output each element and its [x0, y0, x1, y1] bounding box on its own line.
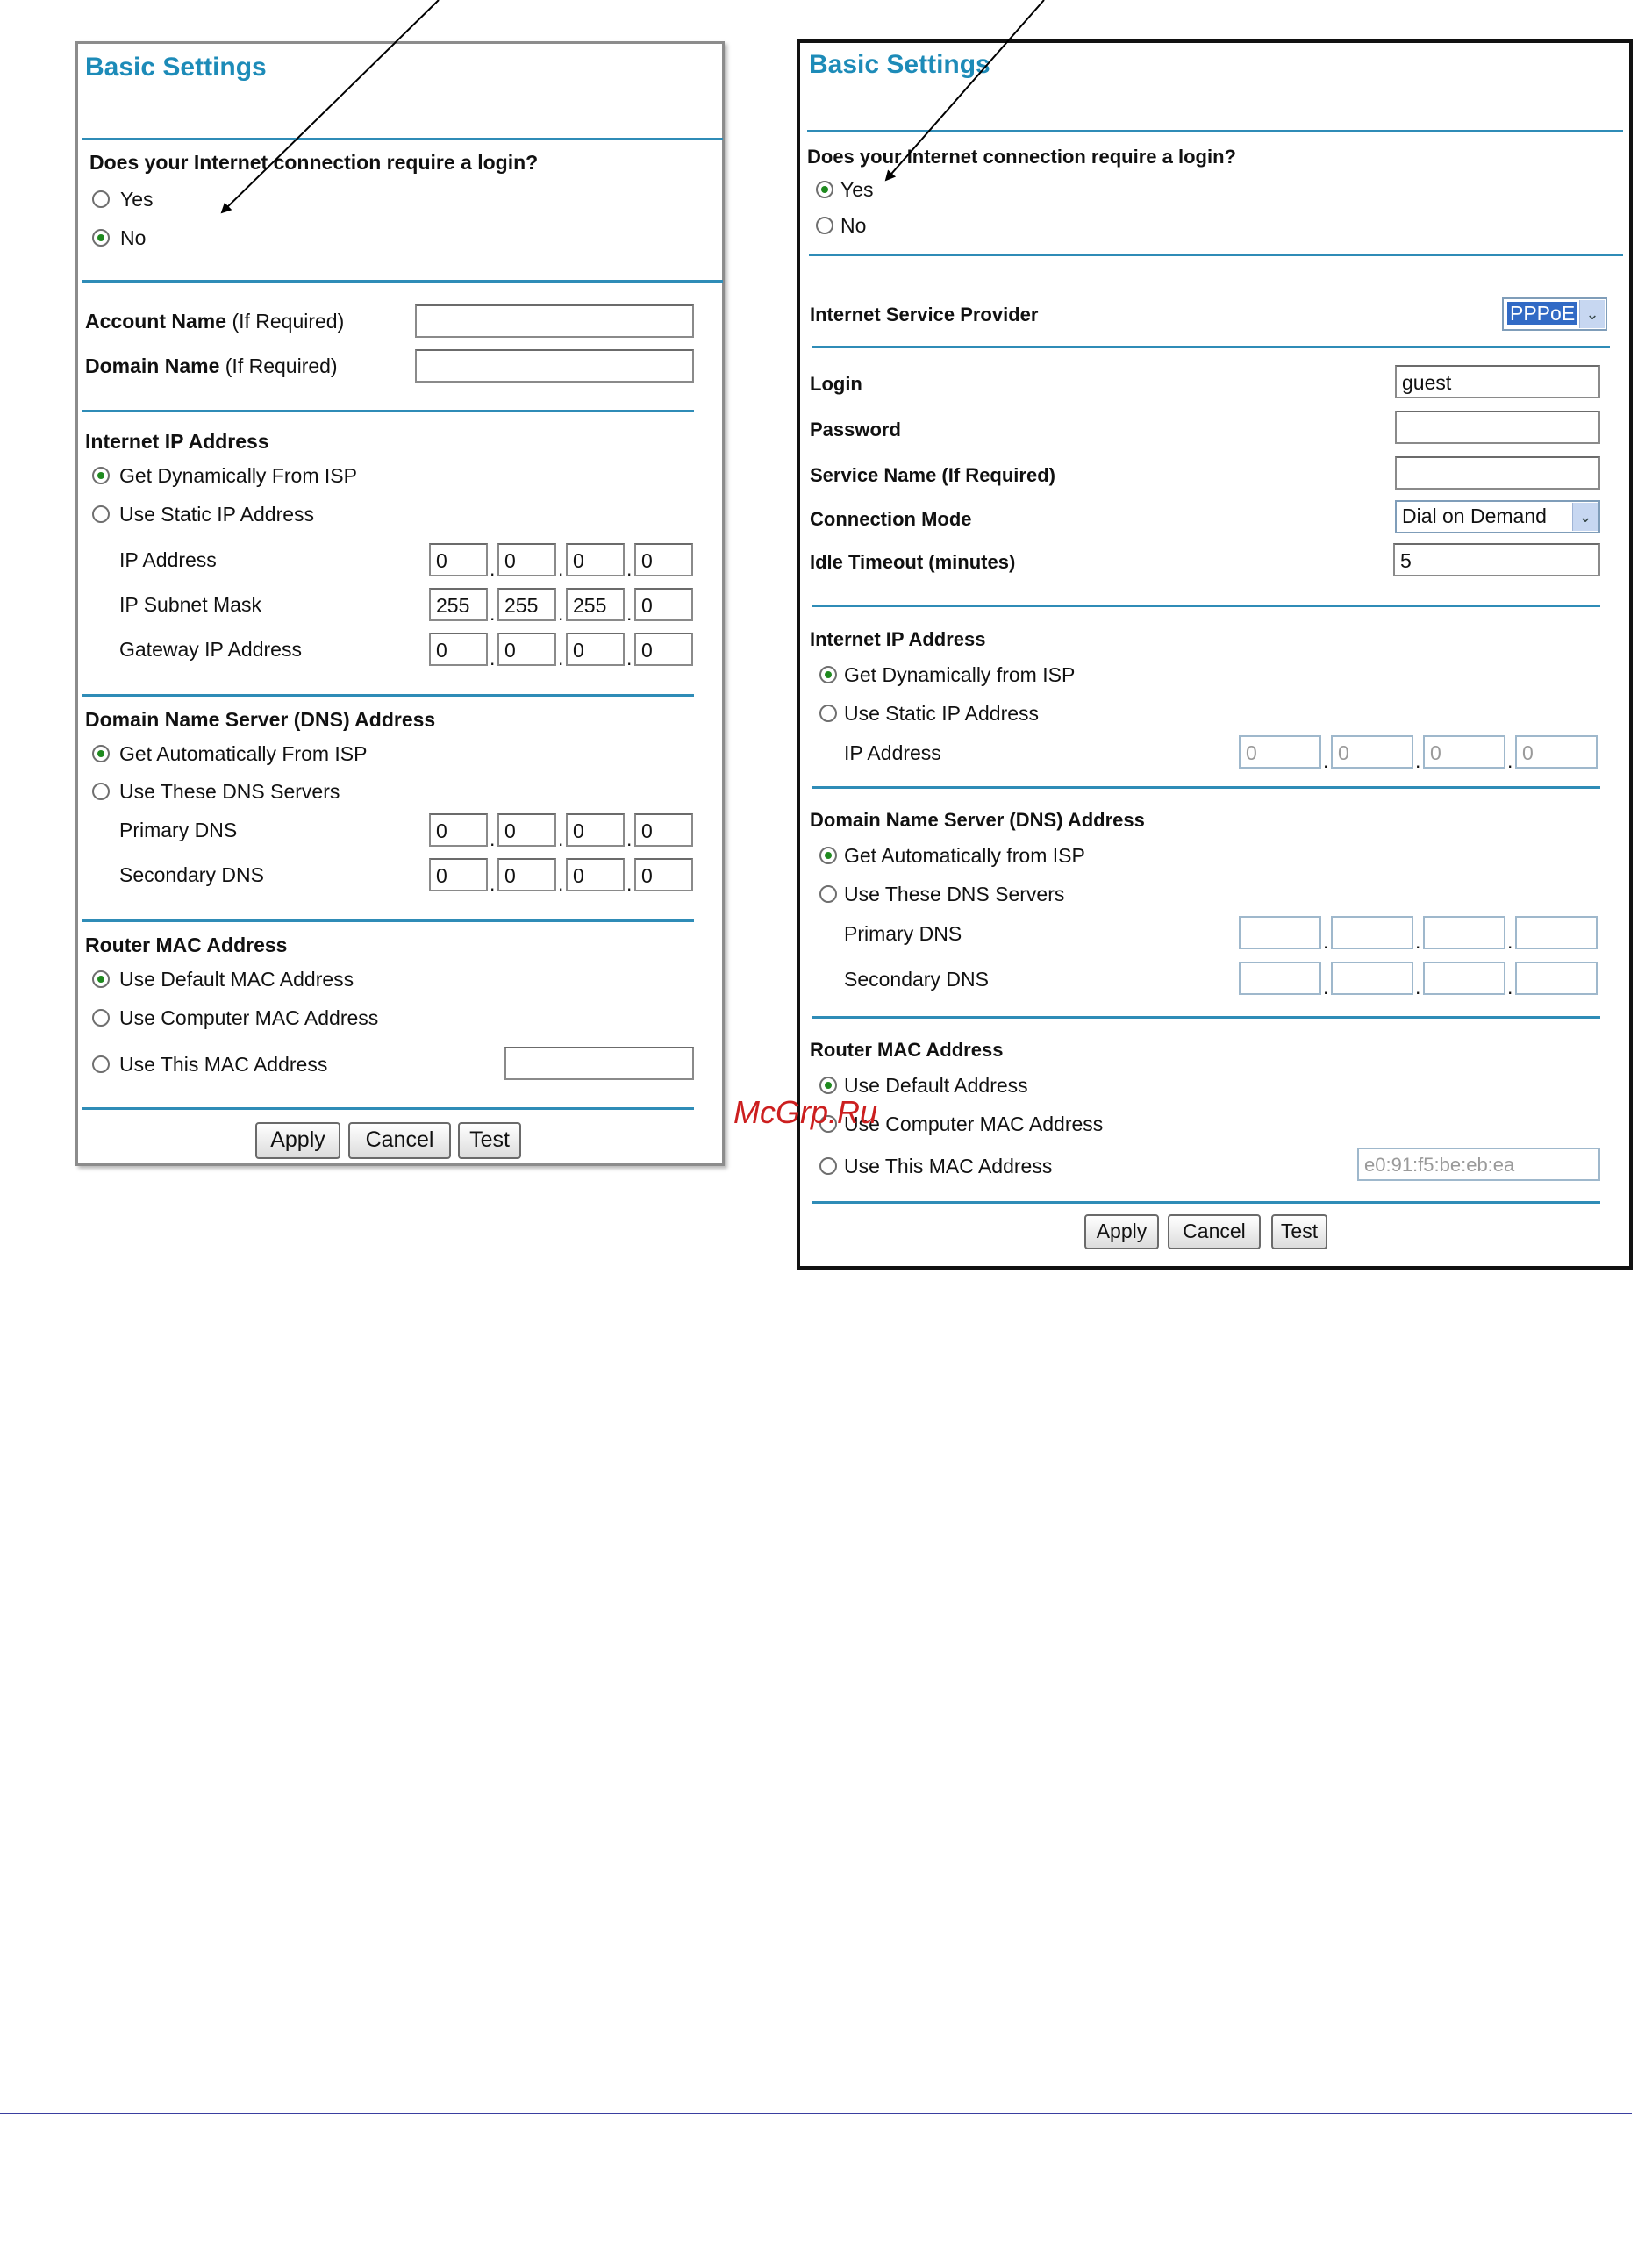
cancel-button[interactable]: Cancel: [1168, 1214, 1261, 1249]
login-no-label: No: [120, 226, 147, 249]
secondary-dns-label: Secondary DNS: [119, 863, 264, 886]
apply-button[interactable]: Apply: [1084, 1214, 1159, 1249]
page-title: Basic Settings: [85, 53, 267, 82]
login-yes-label: Yes: [840, 178, 874, 201]
ip-octet-1[interactable]: 0: [429, 543, 488, 576]
mac-this-label: Use This MAC Address: [844, 1155, 1053, 1177]
ip-static-label: Use Static IP Address: [844, 702, 1040, 725]
secondary-dns-octet-3[interactable]: 0: [566, 858, 625, 891]
primary-dns-octet-2[interactable]: 0: [497, 813, 556, 847]
gateway-octet-3[interactable]: 0: [566, 633, 625, 666]
login-no-label: No: [840, 214, 867, 237]
dns-manual-label: Use These DNS Servers: [119, 780, 340, 803]
login-input[interactable]: guest: [1395, 365, 1600, 398]
ip-octet-4[interactable]: 0: [1515, 735, 1598, 769]
account-name-label: Account Name (If Required): [85, 310, 345, 333]
secondary-dns-octet-1[interactable]: 0: [429, 858, 488, 891]
footer-rule: [0, 2113, 1632, 2114]
domain-name-label: Domain Name (If Required): [85, 354, 338, 377]
mac-default-label: Use Default Address: [844, 1074, 1028, 1097]
mac-section-title: Router MAC Address: [810, 1039, 1004, 1061]
connection-mode-label: Connection Mode: [810, 508, 972, 530]
chevron-down-icon: ⌄: [1572, 503, 1598, 531]
ip-dynamic-label: Get Dynamically From ISP: [119, 464, 357, 487]
left-basic-settings-panel: Basic Settings Does your Internet connection require a login? Yes No Account Name (If Required) Domain Name (If Required) Internet IP Address Get Dynamically From ISP Use Static IP Address IP Address 0 . 0 . 0 . 0 IP Subnet Mask 255 . 255 . 255 . 0 Gateway IP Address 0 . 0 . 0 . 0 Domain Name Server (DNS) Address Get Automatically From ISP Use These DNS Servers Primary DNS 0 . 0 . 0 . 0 Secondary DNS 0 . 0 . 0 . 0 Router MAC Address Use Default MAC Address Use Computer MAC Address Use This MAC Address Apply Cancel Test: [75, 41, 725, 1166]
ip-static-label: Use Static IP Address: [119, 503, 315, 526]
mac-computer-label: Use Computer MAC Address: [844, 1113, 1104, 1135]
idle-timeout-input[interactable]: 5: [1393, 543, 1600, 576]
isp-label: Internet Service Provider: [810, 304, 1039, 326]
subnet-octet-3[interactable]: 255: [566, 588, 625, 621]
login-question: Does your Internet connection require a login?: [807, 146, 1236, 168]
dns-auto-label: Get Automatically From ISP: [119, 742, 368, 765]
subnet-octet-2[interactable]: 255: [497, 588, 556, 621]
test-button[interactable]: Test: [458, 1122, 521, 1159]
mac-computer-label: Use Computer MAC Address: [119, 1006, 379, 1029]
primary-dns-label: Primary DNS: [119, 819, 238, 841]
secondary-dns-label: Secondary DNS: [844, 968, 989, 991]
mac-default-label: Use Default MAC Address: [119, 968, 354, 991]
login-yes-label: Yes: [120, 188, 154, 211]
ip-octet-4[interactable]: 0: [634, 543, 693, 576]
apply-button[interactable]: Apply: [255, 1122, 340, 1159]
cancel-button[interactable]: Cancel: [348, 1122, 451, 1159]
test-button[interactable]: Test: [1271, 1214, 1327, 1249]
ip-address-label: IP Address: [119, 548, 217, 571]
mac-section-title: Router MAC Address: [85, 934, 288, 956]
dns-section-title: Domain Name Server (DNS) Address: [85, 708, 436, 731]
dns-manual-label: Use These DNS Servers: [844, 883, 1065, 905]
ip-octet-2[interactable]: 0: [1331, 735, 1413, 769]
gateway-label: Gateway IP Address: [119, 638, 302, 661]
callout-arrow-left: [222, 0, 439, 212]
primary-dns-octet-1[interactable]: 0: [429, 813, 488, 847]
right-basic-settings-panel: Basic Settings Does your Internet connection require a login? Yes No Internet Service Provider PPPoE ⌄ Login guest Password Service Name (If Required) Connection Mode Dial on Demand ⌄ Idle Timeout (minutes) 5 Internet IP Address Get Dynamically from ISP Use Static IP Address IP Address 0 . 0 . 0 . 0 Domain Name Server (DNS) Address Get Automatically from ISP Use These DNS Servers Primary DNS . . . Secondary DNS . . . Router MAC Address Use Default Address Use Computer MAC Address Use This MAC Address e0:91:f5:be:eb:ea Apply Cancel Test: [797, 39, 1633, 1270]
watermark-text: McGrp.Ru: [733, 1094, 878, 1130]
gateway-octet-1[interactable]: 0: [429, 633, 488, 666]
password-label: Password: [810, 419, 901, 440]
secondary-dns-octet-4[interactable]: 0: [634, 858, 693, 891]
ip-octet-2[interactable]: 0: [497, 543, 556, 576]
primary-dns-label: Primary DNS: [844, 922, 962, 945]
callout-arrow-right: [886, 0, 1044, 180]
idle-timeout-label: Idle Timeout (minutes): [810, 551, 1016, 573]
dns-auto-label: Get Automatically from ISP: [844, 844, 1085, 867]
mac-this-label: Use This MAC Address: [119, 1053, 328, 1076]
ip-octet-1[interactable]: 0: [1239, 735, 1321, 769]
chevron-down-icon: ⌄: [1579, 300, 1605, 328]
internet-ip-section-title: Internet IP Address: [85, 430, 269, 453]
ip-dynamic-label: Get Dynamically from ISP: [844, 663, 1076, 686]
subnet-octet-4[interactable]: 0: [634, 588, 693, 621]
ip-address-label: IP Address: [844, 741, 941, 764]
secondary-dns-octet-2[interactable]: 0: [497, 858, 556, 891]
mac-address-input[interactable]: e0:91:f5:be:eb:ea: [1357, 1148, 1600, 1181]
subnet-octet-1[interactable]: 255: [429, 588, 488, 621]
ip-octet-3[interactable]: 0: [1423, 735, 1505, 769]
page-title: Basic Settings: [809, 50, 990, 79]
login-question: Does your Internet connection require a login?: [89, 151, 539, 174]
login-label: Login: [810, 373, 862, 395]
connection-mode-value: Dial on Demand: [1402, 504, 1547, 527]
service-name-label: Service Name (If Required): [810, 464, 1055, 486]
primary-dns-octet-4[interactable]: 0: [634, 813, 693, 847]
subnet-mask-label: IP Subnet Mask: [119, 593, 261, 616]
primary-dns-octet-3[interactable]: 0: [566, 813, 625, 847]
isp-selected-value: PPPoE: [1507, 302, 1577, 325]
internet-ip-section-title: Internet IP Address: [810, 628, 986, 650]
dns-section-title: Domain Name Server (DNS) Address: [810, 809, 1145, 831]
ip-octet-3[interactable]: 0: [566, 543, 625, 576]
gateway-octet-4[interactable]: 0: [634, 633, 693, 666]
gateway-octet-2[interactable]: 0: [497, 633, 556, 666]
